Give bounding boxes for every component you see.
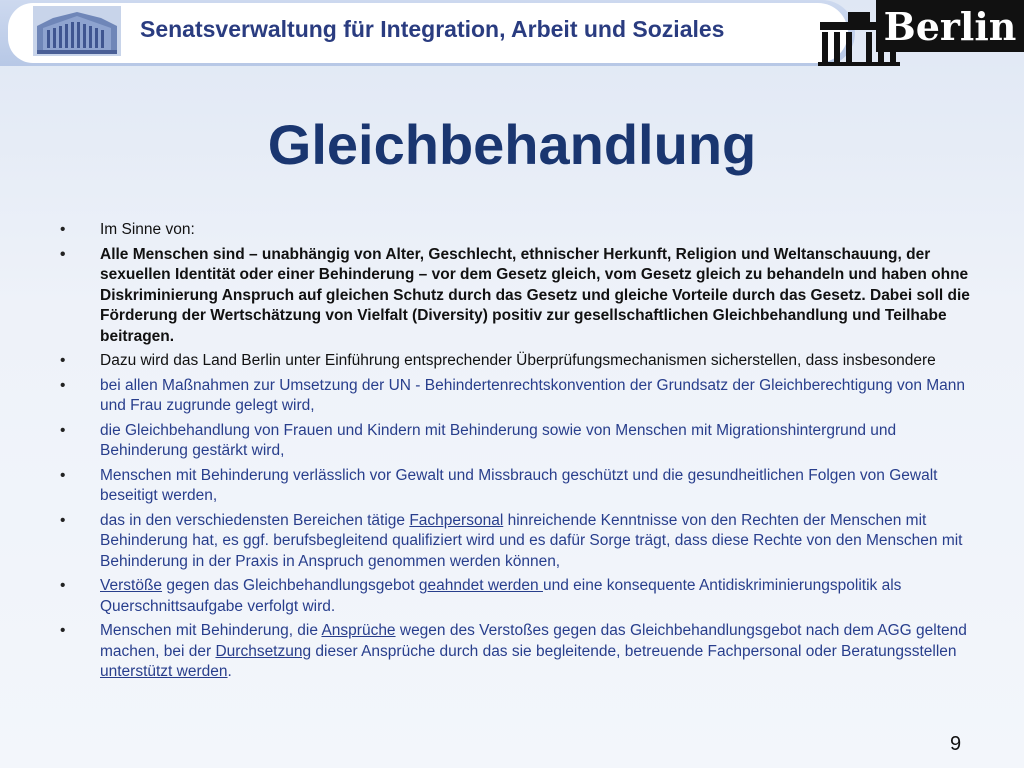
bullet-text: bei allen Maßnahmen zur Umsetzung der UN - Behindertenrechtskonvention der Grundsatz der Gleichberechtigung von Mann und Frau zugrunde gelegt wird, [100, 376, 966, 414]
bullet-text: die Gleichbehandlung von Frauen und Kindern mit Behinderung sowie von Menschen mit Migrationshintergrund und Behinderung gestärkt wird, [100, 421, 897, 459]
list-item [60, 466, 980, 507]
bullet-icon: • [60, 511, 66, 529]
link-geahndet-werden[interactable]: geahndet werden [418, 577, 543, 594]
bullet-text-post: . [227, 663, 232, 680]
bullet-icon: • [60, 421, 66, 439]
bullet-text-mid: gegen das Gleichbehandlungsgebot [162, 577, 419, 594]
bullet-text-pre: Menschen mit Behinderung, die [100, 622, 322, 639]
slide-title: Gleichbehandlung [267, 113, 757, 176]
list-item [60, 421, 980, 462]
bullet-text: Alle Menschen sind – unabhängig von Alter, Geschlecht, ethnischer Herkunft, Religion und Weltanschauung, der sexuellen Identität oder einer Behinderung – vor dem Gesetz gleich, vom Gesetz gleich zu behandeln und haben ohne Diskriminierung Anspruch auf gleichen Schutz durch das Gesetz und gleiche Vorteile durch das Gesetz. Dabei soll die Förderung der Wertschätzung von Vielfalt (Diversity) positiv zur gesellschaftlichen Gleichbehandlung und Teilhabe beitragen. [100, 245, 970, 345]
link-durchsetzung[interactable]: Durchsetzung [215, 642, 312, 660]
link-ansprueche[interactable]: Ansprüche [321, 622, 396, 639]
bullet-icon: • [60, 221, 66, 238]
bullet-text-mid: wegen des Verstoßes gegen das Gleichbehandlungsgebot nach dem AGG geltend machen, bei der [100, 622, 967, 660]
bullet-text-mid: dieser Ansprüche durch das sie begleitende, betreuende Fachpersonal oder Beratungsstellen [311, 642, 957, 660]
bullet-icon: • [60, 466, 66, 484]
bullet-icon: • [60, 622, 66, 639]
bullet-icon: • [60, 376, 66, 394]
berlin-logo-text: Berlin [876, 0, 1024, 52]
header [0, 0, 1024, 70]
list-item [60, 245, 980, 348]
bullet-icon: • [60, 577, 66, 594]
bullet-text-post: hinreichende Kenntnisse von den Rechten der Menschen mit Behinderung hat, es ggf. berufsbegleitend qualifiziert wird und es dafür Sorge trägt, dass diese Rechte von den Menschen mit Behinderung in der Praxis in Anspruch genommen werden können, [100, 511, 963, 570]
bullet-list [60, 220, 980, 687]
bullet-text-pre: das in den verschiedensten Bereichen tätige [100, 511, 410, 529]
bullet-text: Menschen mit Behinderung verlässlich vor Gewalt und Missbrauch geschützt und die gesundheitlichen Folgen von Gewalt beseitigt werden, [100, 466, 938, 504]
page-number: 9 [950, 733, 962, 755]
bullet-text: Dazu wird das Land Berlin unter Einführung entsprechender Überprüfungsmechanismen sicherstellen, dass insbesondere [100, 352, 936, 369]
link-fachpersonal[interactable]: Fachpersonal [409, 511, 504, 529]
list-item [60, 576, 980, 617]
list-item [60, 621, 980, 683]
link-verstoesse[interactable]: Verstöße [100, 577, 163, 594]
bullet-text-post: und eine konsequente Antidiskriminierungspolitik als Querschnittsaufgabe verfolgt wird. [100, 577, 902, 615]
bullet-icon: • [60, 352, 66, 369]
bullet-text: Im Sinne von: [100, 221, 195, 238]
agency-name: Senatsverwaltung für Integration, Arbeit und Soziales [140, 16, 725, 42]
list-item [60, 376, 980, 417]
list-item [60, 220, 980, 241]
bullet-icon: • [60, 245, 66, 263]
list-item [60, 511, 980, 573]
list-item [60, 351, 980, 372]
building-icon [33, 6, 121, 56]
link-unterstuetzt-werden[interactable]: unterstützt werden [100, 663, 228, 680]
